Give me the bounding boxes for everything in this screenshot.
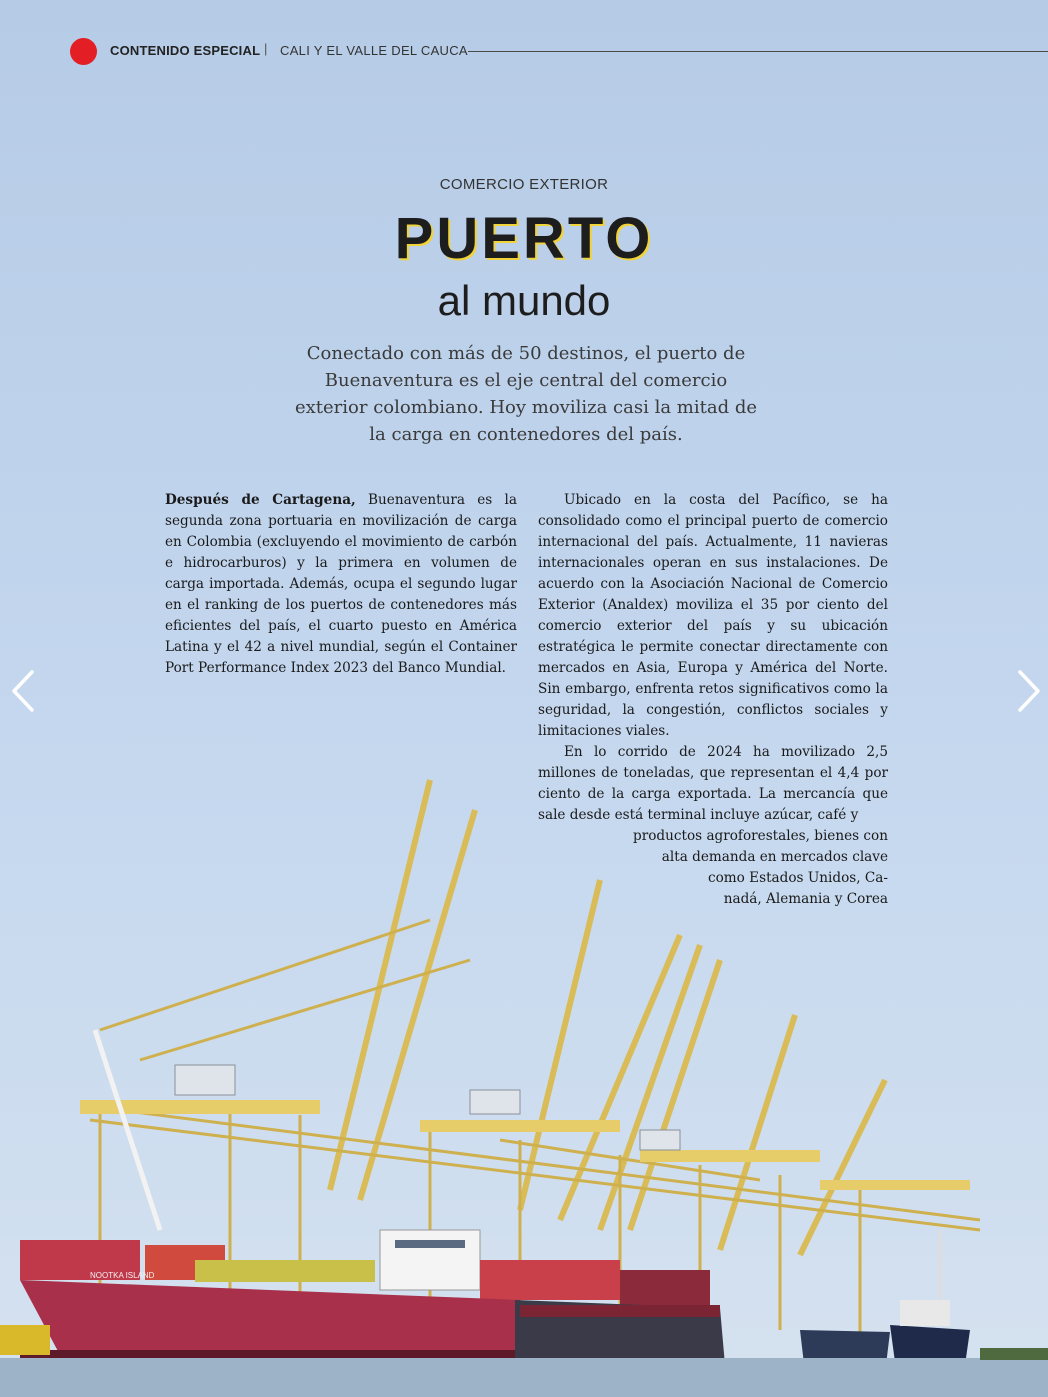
- body-column-right: [538, 490, 888, 910]
- header-separator: |: [264, 41, 268, 56]
- body-paragraph: Ubicado en la costa del Pacífico, se ha consolidado como el principal puerto de comercio internacional del país. Actualmente, 11 navieras internacionales operan en sus instalaciones. De acuerdo con la Asociación Nacional de Comercio Exterior (Analdex) moviliza el 35 por ciento del comercio exterior del país y su ubicación estratégica le permite conectar directamente con mercados en Asia, Europa y América del Norte. Sin embargo, enfrenta retos significativos como la seguridad, la congestión, conflictos sociales y limitaciones viales.: [538, 492, 888, 739]
- section-header: [70, 36, 1048, 66]
- chevron-right-icon: [1014, 666, 1044, 716]
- subsection-label: CALI Y EL VALLE DEL CAUCA: [280, 43, 468, 58]
- next-page-button[interactable]: [1014, 666, 1044, 716]
- tapered-text: [538, 826, 888, 910]
- section-label: CONTENIDO ESPECIAL: [110, 43, 261, 58]
- prev-page-button[interactable]: [8, 666, 38, 716]
- text-line: productos agroforestales, bienes con: [633, 828, 888, 844]
- text-line: como Estados Unidos, Ca-: [707, 870, 888, 886]
- text-line: alta demanda en mercados clave: [661, 849, 888, 865]
- body-paragraph: [165, 490, 517, 679]
- paragraph-text: Buenaventura es la segunda zona portuaria en movilización de carga en Colombia (excluyendo el movimiento de carbón e hidrocarburos) y la primera en volumen de carga importada. Además, ocupa el segundo lugar en el ranking de los puertos de contenedores más eficientes del país, el cuarto puesto en América Latina y el 42 a nivel mundial, según el Container Port Performance Index 2023 del Banco Mundial.: [165, 492, 518, 676]
- lead-in: Después de Cartagena,: [165, 492, 356, 508]
- article-deck: Conectado con más de 50 destinos, el puerto de Buenaventura es el eje central del comercio exterior colombiano. Hoy moviliza casi la mitad de la carga en contenedores del país.: [294, 343, 757, 445]
- body-column-left: [165, 490, 517, 679]
- port-photo: [0, 760, 1048, 1397]
- body-paragraph: En lo corrido de 2024 ha movilizado 2,5 millones de toneladas, que representan el 4,4 por ciento de la carga exportada. La mercancía que sale desde está terminal incluye azúcar, café y: [538, 744, 888, 823]
- article-subtitle: al mundo: [437, 277, 611, 324]
- red-dot-icon: [70, 38, 97, 65]
- text-line: nadá, Alemania y Corea: [723, 891, 888, 907]
- article-title: PUERTO: [394, 206, 654, 271]
- article-kicker: COMERCIO EXTERIOR: [439, 176, 609, 193]
- ship-name: NOOTKA ISLAND: [90, 1271, 155, 1280]
- header-rule: [468, 51, 1048, 52]
- chevron-left-icon: [8, 666, 38, 716]
